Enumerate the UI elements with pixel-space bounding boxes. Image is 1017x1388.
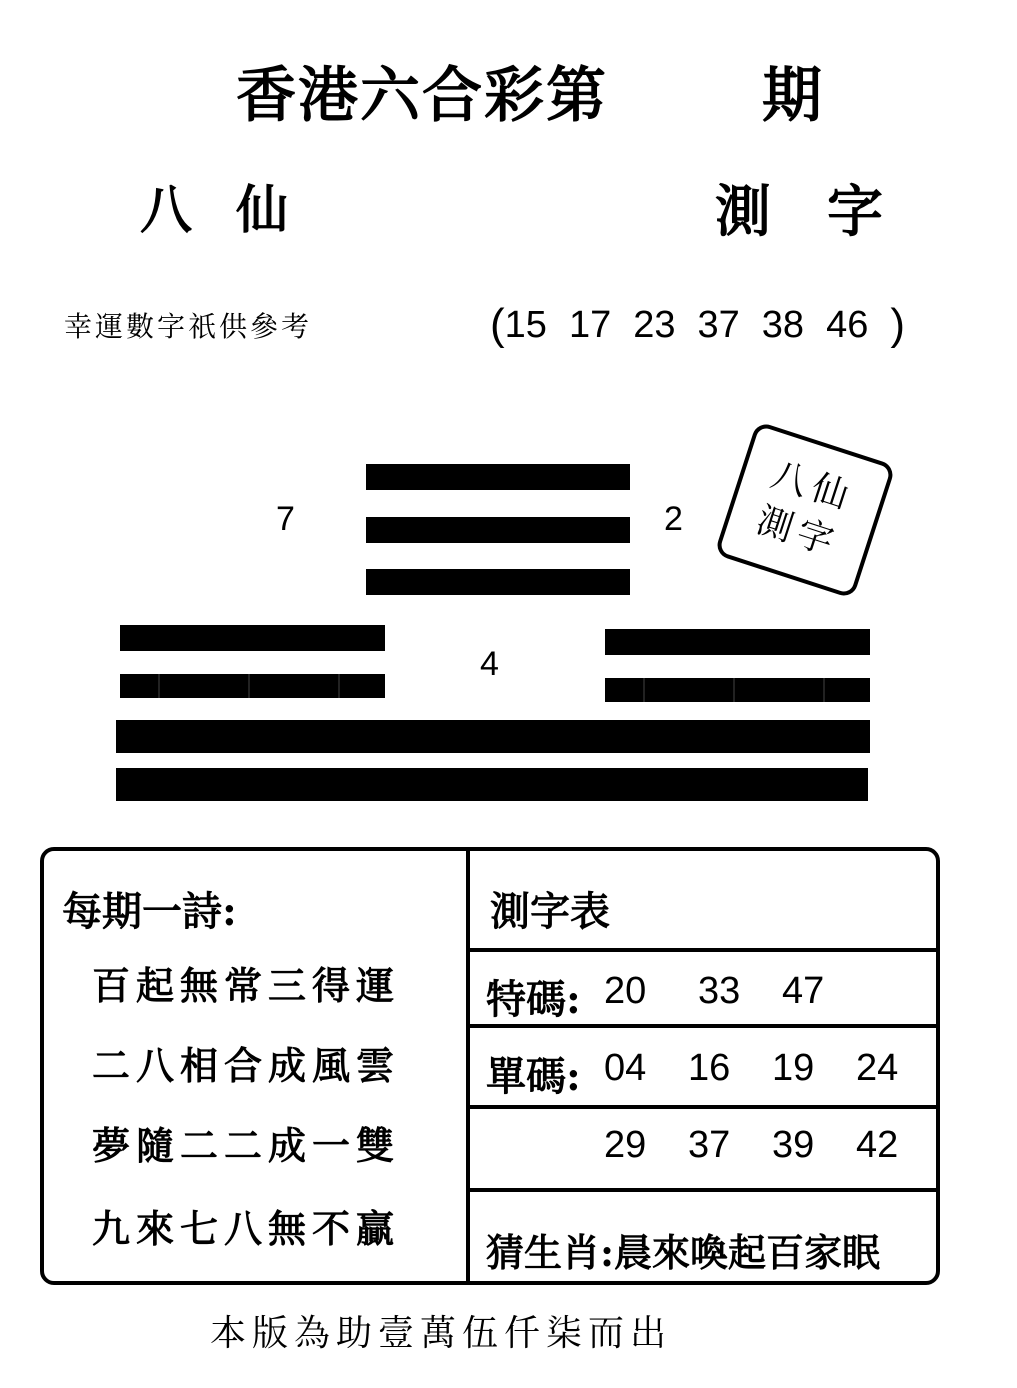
lucky-number: 15: [504, 303, 547, 346]
special-number: 33: [698, 970, 741, 1012]
trigram-bottom-full-1: [116, 720, 870, 753]
trigram-bottom-right-2: [605, 678, 870, 702]
lucky-number: 37: [697, 303, 740, 346]
single-number-label: 單碼:: [486, 1053, 581, 1100]
special-number: 20: [604, 970, 647, 1012]
single-number: 19: [772, 1047, 815, 1089]
lucky-numbers-label: 幸運數字祇供參考: [64, 310, 313, 343]
trigram-number-right: 2: [664, 500, 683, 538]
page-title-suffix: 期: [762, 61, 822, 131]
info-box-divider: [466, 847, 470, 1285]
poem-line: 九來七八無不贏: [92, 1206, 401, 1251]
trigram-bottom-right-1: [605, 629, 870, 655]
single-numbers-row-1: [604, 1047, 940, 1090]
trigram-top-line-2: [366, 517, 630, 543]
single-number: 42: [856, 1124, 899, 1166]
trigram-top-line-3: [366, 569, 630, 595]
table-rule: [470, 1105, 936, 1109]
trigram-number-center: 4: [480, 645, 499, 683]
single-numbers-row-2: [604, 1124, 940, 1167]
single-number: 29: [604, 1124, 647, 1166]
right-heading: 測字: [715, 179, 939, 245]
zodiac-guess: 猜生肖:晨來喚起百家眠: [486, 1230, 881, 1275]
lucky-number: 46: [826, 303, 869, 346]
single-number: 39: [772, 1124, 815, 1166]
table-rule: [470, 948, 936, 952]
trigram-bottom-left-2: [120, 674, 385, 698]
poem-line: 百起無常三得運: [92, 963, 401, 1008]
footer-note: 本版為助壹萬伍仟柒而出: [210, 1313, 673, 1354]
close-paren: ): [890, 300, 905, 349]
special-number-label: 特碼:: [486, 976, 581, 1023]
stamp-line-2: 測字: [751, 499, 845, 565]
bagua-stamp: [714, 421, 896, 599]
table-heading: 測字表: [490, 888, 610, 935]
single-number: 37: [688, 1124, 731, 1166]
single-number: 16: [688, 1047, 731, 1089]
trigram-number-left: 7: [276, 500, 295, 538]
special-numbers: [604, 970, 866, 1013]
poem-line: 二八相合成風雲: [92, 1043, 401, 1088]
poem-title: 每期一詩:: [62, 888, 237, 935]
table-rule: [470, 1024, 936, 1028]
lucky-number: 17: [568, 303, 612, 346]
page-title: 香港六合彩第: [236, 61, 608, 131]
stamp-line-1: 八仙: [766, 454, 859, 520]
trigram-top-line-1: [366, 464, 630, 490]
special-number: 47: [782, 970, 825, 1012]
poem-line: 夢隨二二成一雙: [92, 1123, 401, 1168]
left-heading: 八仙: [140, 180, 333, 241]
trigram-bottom-full-2: [116, 768, 868, 801]
open-paren: (: [490, 300, 505, 349]
single-number: 24: [856, 1047, 899, 1089]
lucky-numbers: [490, 300, 905, 350]
single-number: 04: [604, 1047, 647, 1089]
trigram-bottom-left-1: [120, 625, 385, 651]
table-rule: [470, 1188, 936, 1192]
lucky-number: 23: [633, 303, 676, 346]
lucky-number: 38: [761, 303, 805, 346]
